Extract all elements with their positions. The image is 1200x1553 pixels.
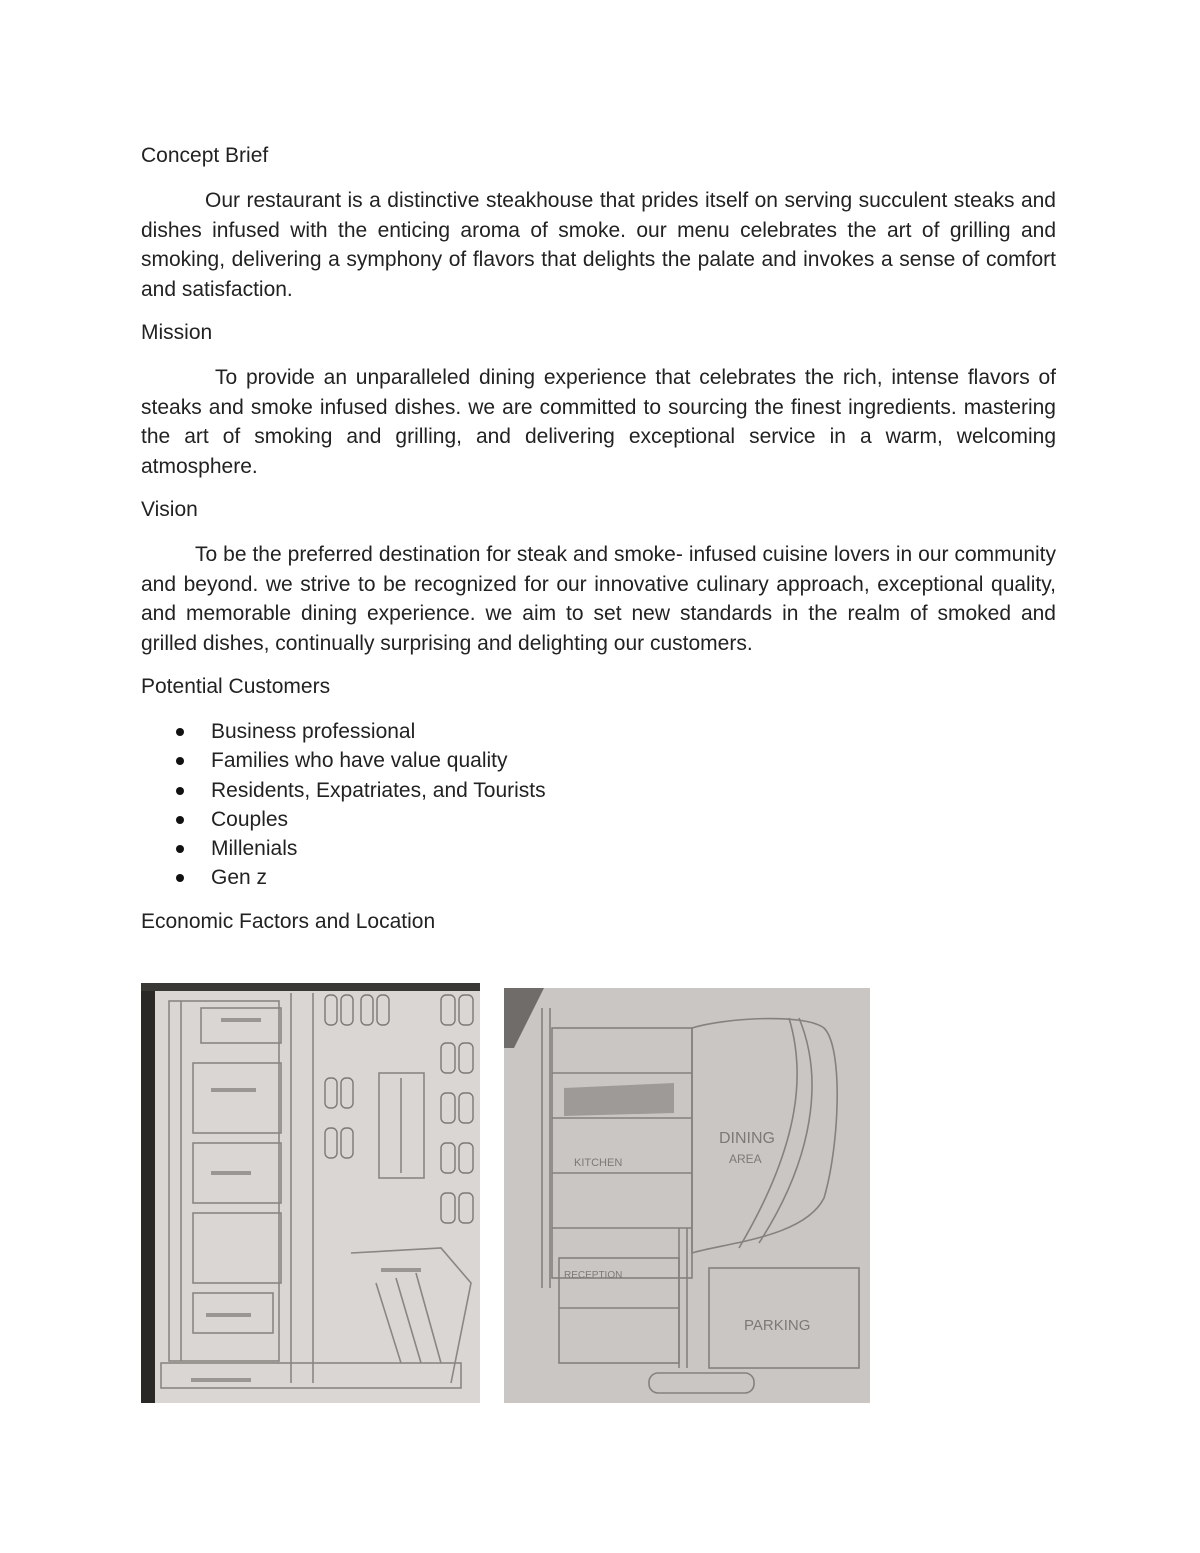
parking-label: PARKING xyxy=(744,1317,811,1334)
concept-brief-text: Our restaurant is a distinctive steakhouse that prides itself on serving succulent steaks and dishes infused with the enticing aroma of smoke. our menu celebrates the art of grilling and smoking, delivering a symphony of flavors that delights the palate and invokes a sense of comfort and satisfaction. xyxy=(141,189,1056,301)
list-item-label: Millenials xyxy=(211,837,298,861)
vision-text: To be the preferred destination for steak and smoke- infused cuisine lovers in our community and beyond. we strive to be recognized for our innovative culinary approach, exceptional quality, and memorable dining experience. we aim to set new standards in the realm of smoked and grilled dishes, continually surprising and delighting our customers. xyxy=(141,543,1056,655)
sketch-drawing-1 xyxy=(141,983,480,1403)
mission-heading: Mission xyxy=(141,321,213,344)
dining-area-label-1: DINING xyxy=(719,1130,775,1147)
sketch-drawing-2 xyxy=(504,988,870,1403)
list-item-label: Residents, Expatriates, and Tourists xyxy=(211,778,546,802)
bullet-icon xyxy=(176,728,184,736)
bullet-icon xyxy=(176,874,184,882)
reception-label: RECEPTION xyxy=(564,1270,623,1281)
list-item xyxy=(141,717,1056,746)
bullet-icon xyxy=(176,845,184,853)
economic-factors-heading: Economic Factors and Location xyxy=(141,909,436,933)
list-item xyxy=(141,776,1056,805)
document-body xyxy=(141,141,1056,952)
bullet-icon xyxy=(176,816,184,824)
bullet-icon xyxy=(176,757,184,765)
list-item xyxy=(141,805,1056,834)
floor-plan-sketch-photo-2 xyxy=(504,988,870,1403)
dining-area-label-2: AREA xyxy=(729,1152,762,1166)
potential-customers-heading: Potential Customers xyxy=(141,675,331,698)
vision-heading: Vision xyxy=(141,498,198,521)
mission-text: To provide an unparalleled dining experience that celebrates the rich, intense flavors of steaks and smoke infused dishes. we are committed to sourcing the finest ingredients. mastering the art of smoking and grilling, and delivering exceptional service in a warm, welcoming atmosphere. xyxy=(141,366,1056,478)
bullet-icon xyxy=(176,787,184,795)
list-item xyxy=(141,834,1056,863)
floor-plan-sketch-photo-1 xyxy=(141,983,480,1403)
list-item xyxy=(141,863,1056,892)
list-item-label: Gen z xyxy=(211,866,268,890)
list-item-label: Couples xyxy=(211,807,289,831)
kitchen-label: KITCHEN xyxy=(574,1157,623,1169)
concept-brief-heading: Concept Brief xyxy=(141,144,269,167)
floor-plan-photos xyxy=(141,983,871,1403)
list-item xyxy=(141,746,1056,775)
customer-list xyxy=(141,717,1056,893)
list-item-label: Business professional xyxy=(211,720,416,743)
list-item-label: Families who have value quality xyxy=(211,749,508,773)
